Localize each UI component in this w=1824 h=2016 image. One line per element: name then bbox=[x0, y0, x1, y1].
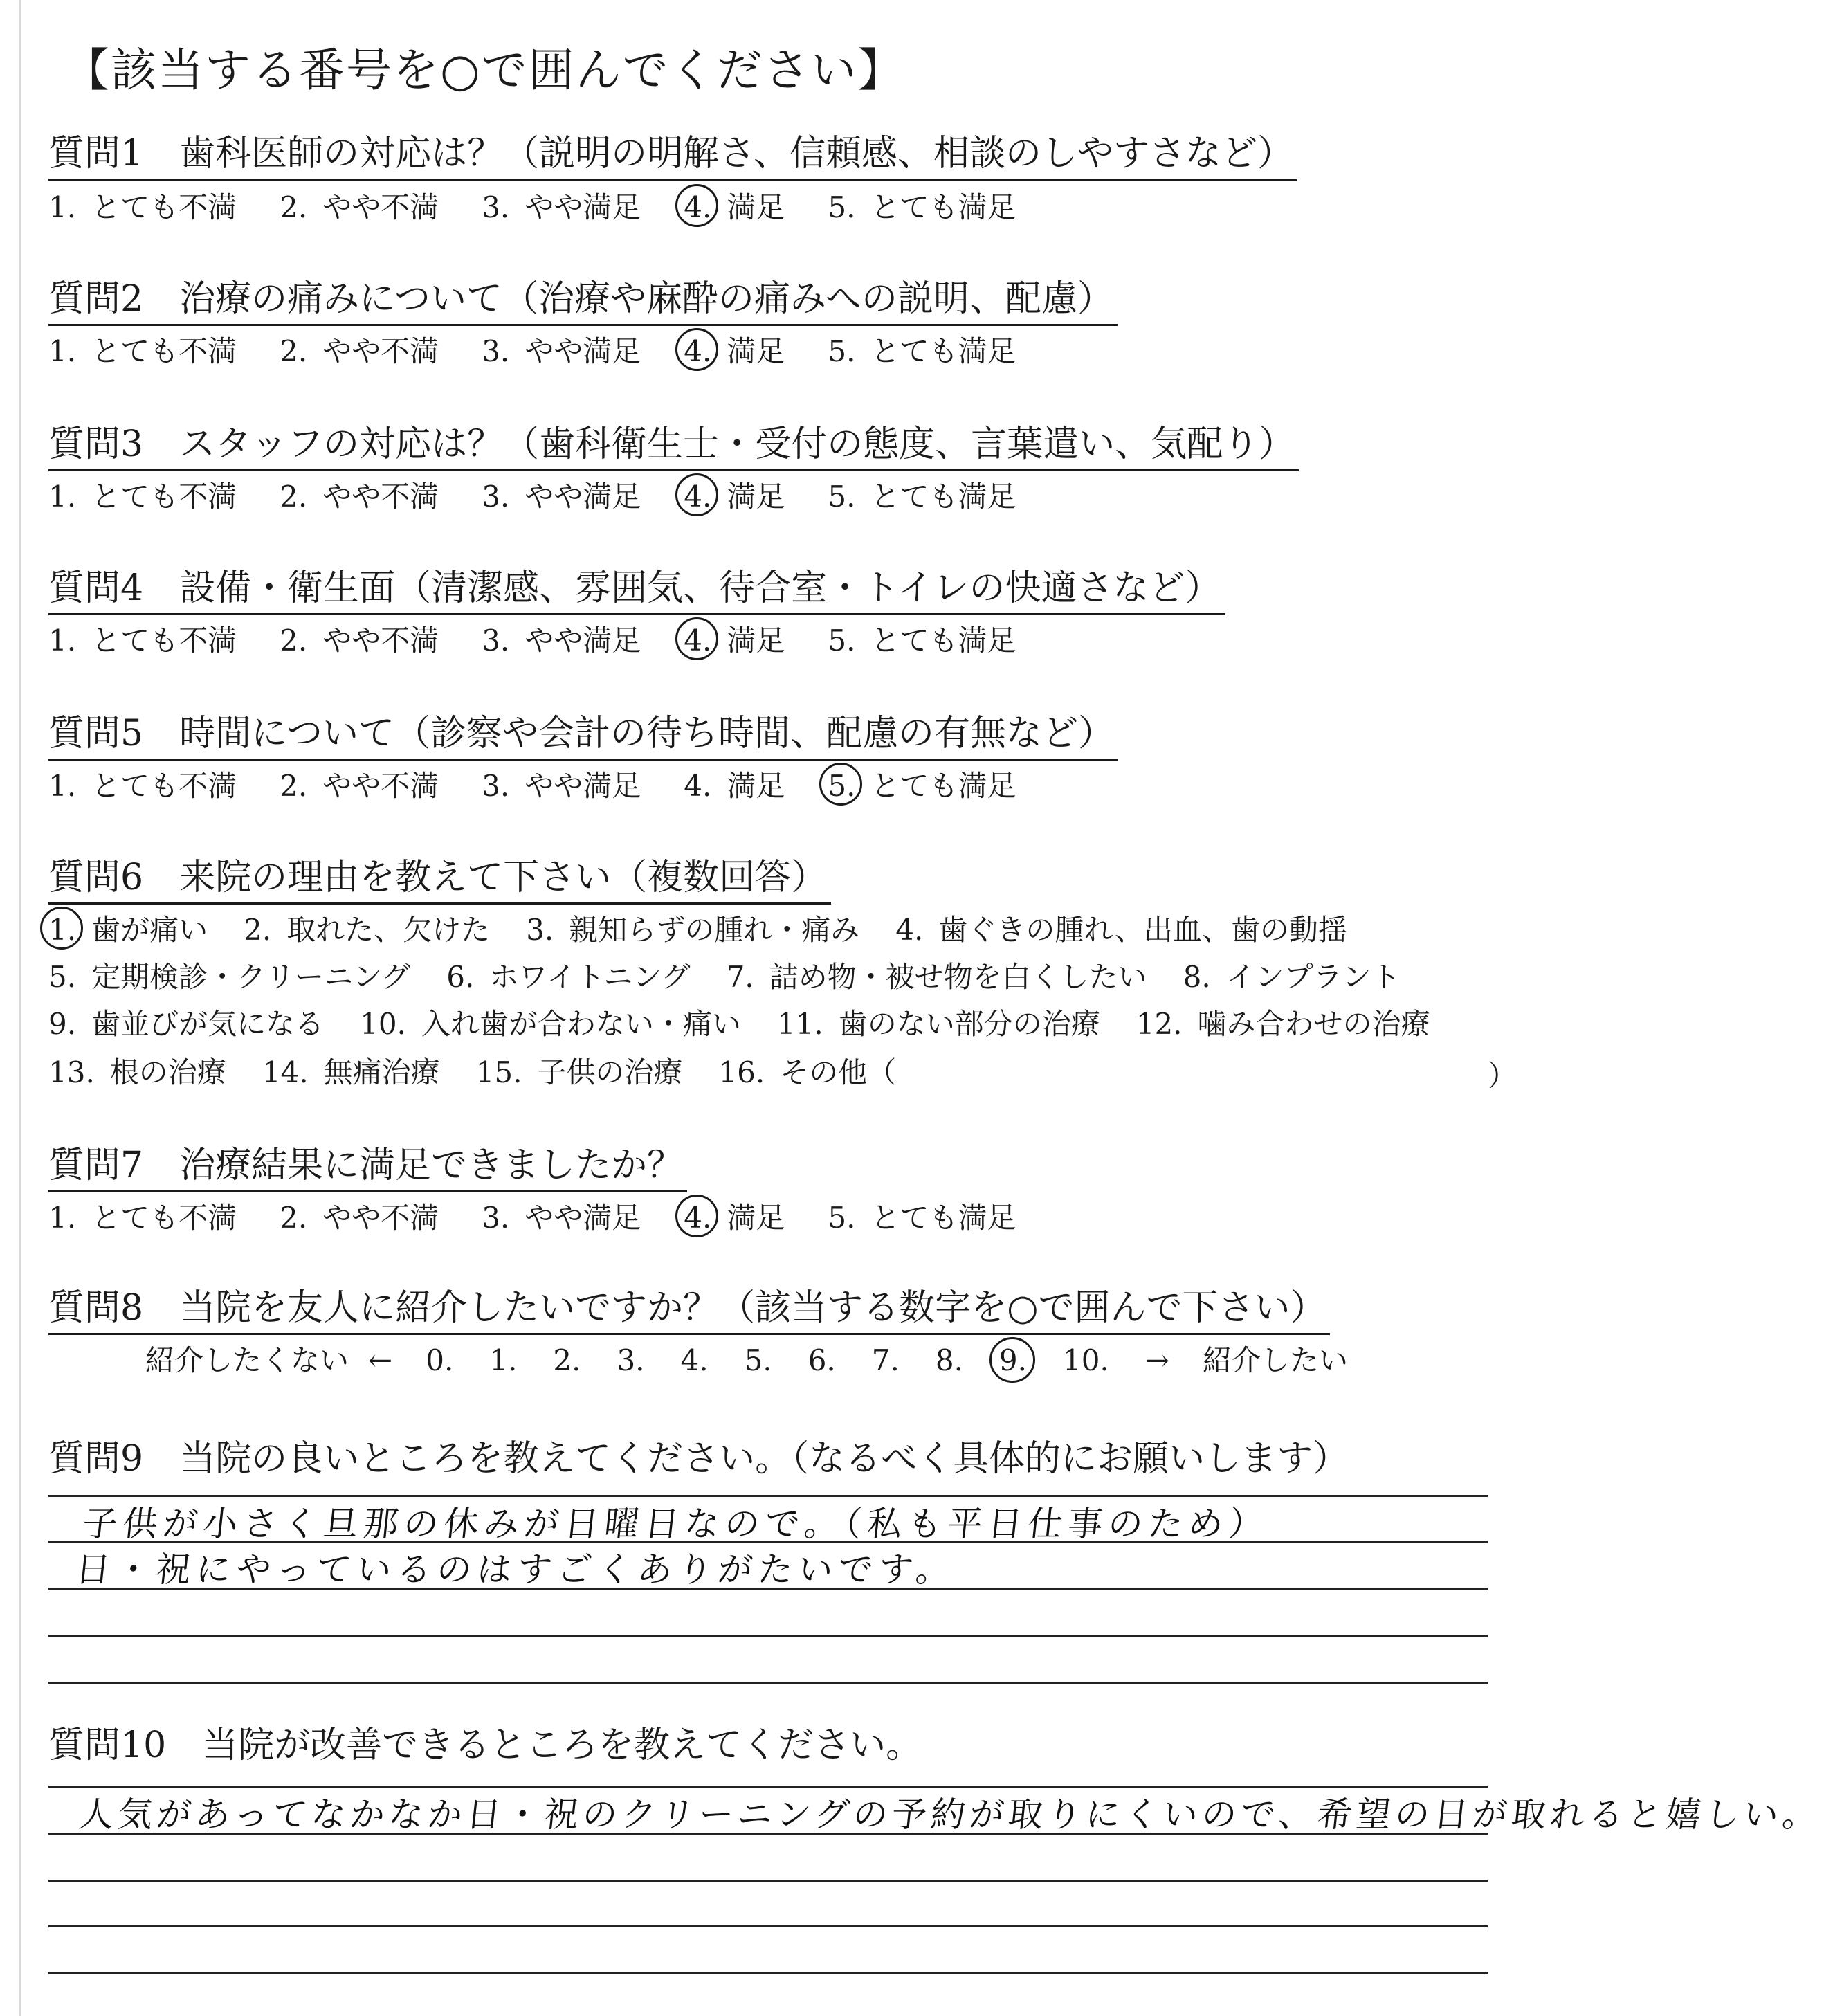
option-number: 4. bbox=[684, 188, 711, 227]
reason-number: 8. bbox=[1183, 960, 1211, 994]
option-number: 5. bbox=[828, 1201, 856, 1235]
reason-label: 取れた、欠けた bbox=[286, 913, 491, 947]
reason-option[interactable] bbox=[446, 958, 690, 997]
option-number: 2. bbox=[280, 1201, 308, 1235]
rating-option[interactable] bbox=[482, 332, 641, 371]
option-label: やや不満 bbox=[322, 624, 439, 657]
reason-number: 12. bbox=[1136, 1007, 1183, 1041]
option-number: 2. bbox=[280, 624, 308, 657]
option-label: 満足 bbox=[727, 480, 785, 514]
instructions-heading: 【該当する番号を○で囲んでください】 bbox=[64, 44, 905, 97]
q8-scale bbox=[145, 1341, 1367, 1380]
rating-option[interactable] bbox=[48, 332, 237, 371]
option-label: とても満足 bbox=[870, 480, 1016, 514]
q10-title: 質問10 当院が改善できるところを教えてください。 bbox=[48, 1725, 922, 1766]
option-label: やや満足 bbox=[525, 480, 641, 514]
reason-option[interactable] bbox=[244, 911, 490, 950]
option-label: 満足 bbox=[727, 1201, 785, 1235]
reason-number: 3. bbox=[526, 913, 554, 947]
q6-title: 質問6 来院の理由を教えて下さい（複数回答） bbox=[48, 855, 831, 905]
option-number: 1. bbox=[48, 334, 77, 368]
reason-label: ホワイトニング bbox=[489, 960, 691, 994]
option-number: 1. bbox=[48, 624, 77, 657]
option-number: 5. bbox=[828, 480, 856, 514]
option-number: 1. bbox=[48, 190, 77, 224]
q9-answer-line-4 bbox=[48, 1635, 1488, 1637]
reason-option[interactable] bbox=[48, 958, 410, 997]
reason-option[interactable] bbox=[718, 1053, 896, 1092]
option-label: とても満足 bbox=[870, 1201, 1016, 1235]
reason-option[interactable] bbox=[262, 1053, 440, 1092]
q10-answer-line-5 bbox=[48, 1972, 1488, 1974]
q8-left-label: 紹介したくない bbox=[145, 1343, 349, 1377]
scale-number[interactable]: 8. bbox=[935, 1343, 963, 1377]
rating-option[interactable] bbox=[828, 767, 1016, 806]
option-number: 4. bbox=[684, 621, 711, 660]
reason-option[interactable] bbox=[727, 958, 1147, 997]
reason-number: 9. bbox=[48, 1007, 77, 1041]
rating-option[interactable] bbox=[280, 332, 439, 371]
option-number: 2. bbox=[280, 480, 308, 514]
q2-options bbox=[48, 332, 1059, 371]
option-number: 3. bbox=[482, 624, 510, 657]
reason-option[interactable] bbox=[777, 1005, 1100, 1044]
q8-left-arrow: ← bbox=[368, 1343, 393, 1377]
q10-answer-line-2 bbox=[48, 1833, 1488, 1835]
rating-option[interactable] bbox=[280, 188, 439, 227]
rating-option[interactable] bbox=[482, 478, 641, 516]
option-label: やや不満 bbox=[322, 190, 439, 224]
option-number: 1. bbox=[48, 1201, 77, 1235]
q4-options bbox=[48, 621, 1059, 660]
reason-option[interactable] bbox=[48, 1005, 324, 1044]
rating-option[interactable] bbox=[48, 188, 237, 227]
option-label: とても満足 bbox=[870, 334, 1016, 368]
rating-option[interactable] bbox=[684, 767, 785, 806]
option-label: 満足 bbox=[727, 334, 785, 368]
reason-label: インプラント bbox=[1225, 960, 1401, 994]
reason-option[interactable] bbox=[1183, 958, 1401, 997]
rating-option[interactable] bbox=[684, 478, 785, 516]
q1-options bbox=[48, 188, 1059, 227]
rating-option[interactable] bbox=[280, 621, 439, 660]
q7-options bbox=[48, 1199, 1059, 1237]
q8-title: 質問8 当院を友人に紹介したいですか？（該当する数字を○で囲んで下さい） bbox=[48, 1286, 1330, 1335]
option-label: とても不満 bbox=[91, 334, 237, 368]
rating-option[interactable] bbox=[828, 332, 1016, 371]
q4-title: 質問4 設備・衛生面（清潔感、雰囲気、待合室・トイレの快適さなど） bbox=[48, 566, 1225, 615]
option-label: とても満足 bbox=[870, 190, 1016, 224]
q8-right-arrow: → bbox=[1144, 1343, 1169, 1377]
option-label: やや満足 bbox=[525, 1201, 641, 1235]
q6-row-1 bbox=[48, 911, 1383, 950]
q9-handwritten-answer-1: 子供が小さく旦那の休みが日曜日なので。（私も平日仕事のため） bbox=[80, 1504, 1271, 1544]
reason-label: 噛み合わせの治療 bbox=[1197, 1007, 1430, 1041]
option-label: とても不満 bbox=[91, 190, 237, 224]
reason-label: 歯ぐきの腫れ、出血、歯の動揺 bbox=[938, 913, 1347, 947]
option-number: 5. bbox=[828, 624, 856, 657]
scale-number[interactable]: 7. bbox=[871, 1343, 900, 1377]
scale-number[interactable]: 9. bbox=[999, 1341, 1027, 1380]
option-label: やや不満 bbox=[322, 769, 439, 803]
reason-label: 歯のない部分の治療 bbox=[838, 1007, 1100, 1041]
reason-number: 5. bbox=[48, 960, 77, 994]
reason-label: 親知らずの腫れ・痛み bbox=[569, 913, 860, 947]
rating-option[interactable] bbox=[684, 621, 785, 660]
reason-label: 定期検診・クリーニング bbox=[91, 960, 411, 994]
option-label: やや不満 bbox=[322, 1201, 439, 1235]
option-number: 3. bbox=[482, 334, 510, 368]
option-number: 2. bbox=[280, 334, 308, 368]
rating-option[interactable] bbox=[48, 621, 237, 660]
q6-row-3 bbox=[48, 1005, 1466, 1044]
option-number: 5. bbox=[828, 334, 856, 368]
reason-label: その他（ bbox=[780, 1055, 897, 1089]
option-number: 2. bbox=[280, 769, 308, 803]
reason-label: 子供の治療 bbox=[537, 1055, 683, 1089]
rating-option[interactable] bbox=[48, 1199, 237, 1237]
reason-label: 歯が痛い bbox=[91, 913, 208, 947]
q8-right-label: 紹介したい bbox=[1203, 1343, 1349, 1377]
rating-option[interactable] bbox=[48, 478, 237, 516]
q3-title: 質問3 スタッフの対応は？（歯科衛生士・受付の態度、言葉遣い、気配り） bbox=[48, 422, 1299, 471]
rating-option[interactable] bbox=[828, 478, 1016, 516]
option-number: 3. bbox=[482, 769, 510, 803]
q9-answer-line-3 bbox=[48, 1588, 1488, 1590]
scale-number[interactable]: 1. bbox=[489, 1343, 518, 1377]
reason-label: 入れ歯が合わない・痛い bbox=[421, 1007, 741, 1041]
option-number: 1. bbox=[48, 480, 77, 514]
rating-option[interactable] bbox=[684, 188, 785, 227]
scale-number[interactable]: 5. bbox=[744, 1343, 772, 1377]
q5-title: 質問5 時間について（診察や会計の待ち時間、配慮の有無など） bbox=[48, 711, 1118, 761]
q9-title: 質問9 当院の良いところを教えてください。（なるべく具体的にお願いします） bbox=[48, 1438, 1349, 1480]
option-label: とても満足 bbox=[870, 769, 1016, 803]
option-number: 5. bbox=[828, 190, 856, 224]
option-number: 2. bbox=[280, 190, 308, 224]
option-label: とても不満 bbox=[91, 1201, 237, 1235]
reason-label: 根の治療 bbox=[109, 1055, 226, 1089]
option-label: 満足 bbox=[727, 769, 785, 803]
scan-edge bbox=[19, 0, 21, 2016]
option-number: 4. bbox=[684, 478, 711, 516]
q2-title: 質問2 治療の痛みについて（治療や麻酔の痛みへの説明、配慮） bbox=[48, 277, 1118, 326]
option-number: 4. bbox=[684, 332, 711, 371]
reason-number: 6. bbox=[446, 960, 475, 994]
reason-number: 11. bbox=[776, 1007, 823, 1041]
rating-option[interactable] bbox=[482, 767, 641, 806]
option-label: とても不満 bbox=[91, 769, 237, 803]
option-number: 4. bbox=[684, 769, 712, 803]
option-number: 1. bbox=[48, 769, 77, 803]
reason-number: 4. bbox=[895, 913, 924, 947]
rating-option[interactable] bbox=[828, 1199, 1016, 1237]
q10-answer-line-4 bbox=[48, 1925, 1488, 1927]
scale-number[interactable]: 0. bbox=[426, 1343, 454, 1377]
reason-label: 無痛治療 bbox=[323, 1055, 440, 1089]
q10-handwritten-answer-1: 人気があってなかなか日・祝のクリーニングの予約が取りにくいので、希望の日が取れると嬉しい。 bbox=[77, 1795, 1824, 1835]
rating-option[interactable] bbox=[828, 188, 1016, 227]
q1-title: 質問1 歯科医師の対応は？（説明の明解さ、信頼感、相談のしやすさなど） bbox=[48, 131, 1297, 181]
rating-option[interactable] bbox=[684, 1199, 785, 1237]
reason-option[interactable] bbox=[1136, 1005, 1430, 1044]
option-label: やや満足 bbox=[525, 190, 641, 224]
rating-option[interactable] bbox=[280, 1199, 439, 1237]
reason-option[interactable] bbox=[48, 911, 208, 950]
scale-number[interactable]: 4. bbox=[680, 1343, 709, 1377]
rating-option[interactable] bbox=[482, 621, 641, 660]
reason-option[interactable] bbox=[526, 911, 859, 950]
rating-option[interactable] bbox=[684, 332, 785, 371]
option-number: 3. bbox=[482, 190, 510, 224]
reason-number: 15. bbox=[475, 1055, 522, 1089]
q5-options bbox=[48, 767, 1059, 806]
rating-option[interactable] bbox=[482, 188, 641, 227]
option-number: 3. bbox=[482, 480, 510, 514]
q6-other-close-paren: ） bbox=[1488, 1059, 1517, 1093]
q10-answer-line-3 bbox=[48, 1880, 1488, 1882]
reason-number: 1. bbox=[48, 911, 76, 950]
reason-number: 7. bbox=[726, 960, 754, 994]
q8-numbers bbox=[426, 1341, 1145, 1380]
q9-handwritten-answer-2: 日・祝にやっているのはすごくありがたいです。 bbox=[73, 1550, 958, 1590]
option-number: 3. bbox=[482, 1201, 510, 1235]
q9-answer-line-5 bbox=[48, 1682, 1488, 1684]
reason-option[interactable] bbox=[360, 1005, 741, 1044]
option-label: やや満足 bbox=[525, 624, 641, 657]
option-number: 4. bbox=[684, 1199, 711, 1237]
scale-number[interactable]: 2. bbox=[553, 1343, 581, 1377]
reason-option[interactable] bbox=[48, 1053, 226, 1092]
reason-number: 2. bbox=[244, 913, 272, 947]
rating-option[interactable] bbox=[482, 1199, 641, 1237]
rating-option[interactable] bbox=[48, 767, 237, 806]
scale-number[interactable]: 3. bbox=[617, 1343, 645, 1377]
option-label: やや満足 bbox=[525, 769, 641, 803]
q7-title: 質問7 治療結果に満足できましたか？ bbox=[48, 1143, 687, 1192]
rating-option[interactable] bbox=[828, 621, 1016, 660]
option-label: 満足 bbox=[727, 624, 785, 657]
option-label: とても不満 bbox=[91, 624, 237, 657]
reason-number: 13. bbox=[48, 1055, 95, 1089]
reason-number: 16. bbox=[718, 1055, 765, 1089]
q6-row-2 bbox=[48, 958, 1437, 997]
reason-label: 歯並びが気になる bbox=[91, 1007, 325, 1041]
rating-option[interactable] bbox=[280, 767, 439, 806]
q6-row-4 bbox=[48, 1053, 932, 1092]
option-label: とても不満 bbox=[91, 480, 237, 514]
option-label: 満足 bbox=[727, 190, 785, 224]
option-number: 5. bbox=[828, 767, 855, 806]
option-label: とても満足 bbox=[870, 624, 1016, 657]
scale-number[interactable]: 10. bbox=[1063, 1343, 1109, 1377]
rating-option[interactable] bbox=[280, 478, 439, 516]
q3-options bbox=[48, 478, 1059, 516]
reason-label: 詰め物・被せ物を白くしたい bbox=[769, 960, 1147, 994]
option-label: やや不満 bbox=[322, 334, 439, 368]
reason-option[interactable] bbox=[895, 911, 1347, 950]
reason-number: 14. bbox=[262, 1055, 309, 1089]
reason-number: 10. bbox=[360, 1007, 406, 1041]
reason-option[interactable] bbox=[476, 1053, 683, 1092]
scale-number[interactable]: 6. bbox=[808, 1343, 836, 1377]
option-label: やや不満 bbox=[322, 480, 439, 514]
option-label: やや満足 bbox=[525, 334, 641, 368]
